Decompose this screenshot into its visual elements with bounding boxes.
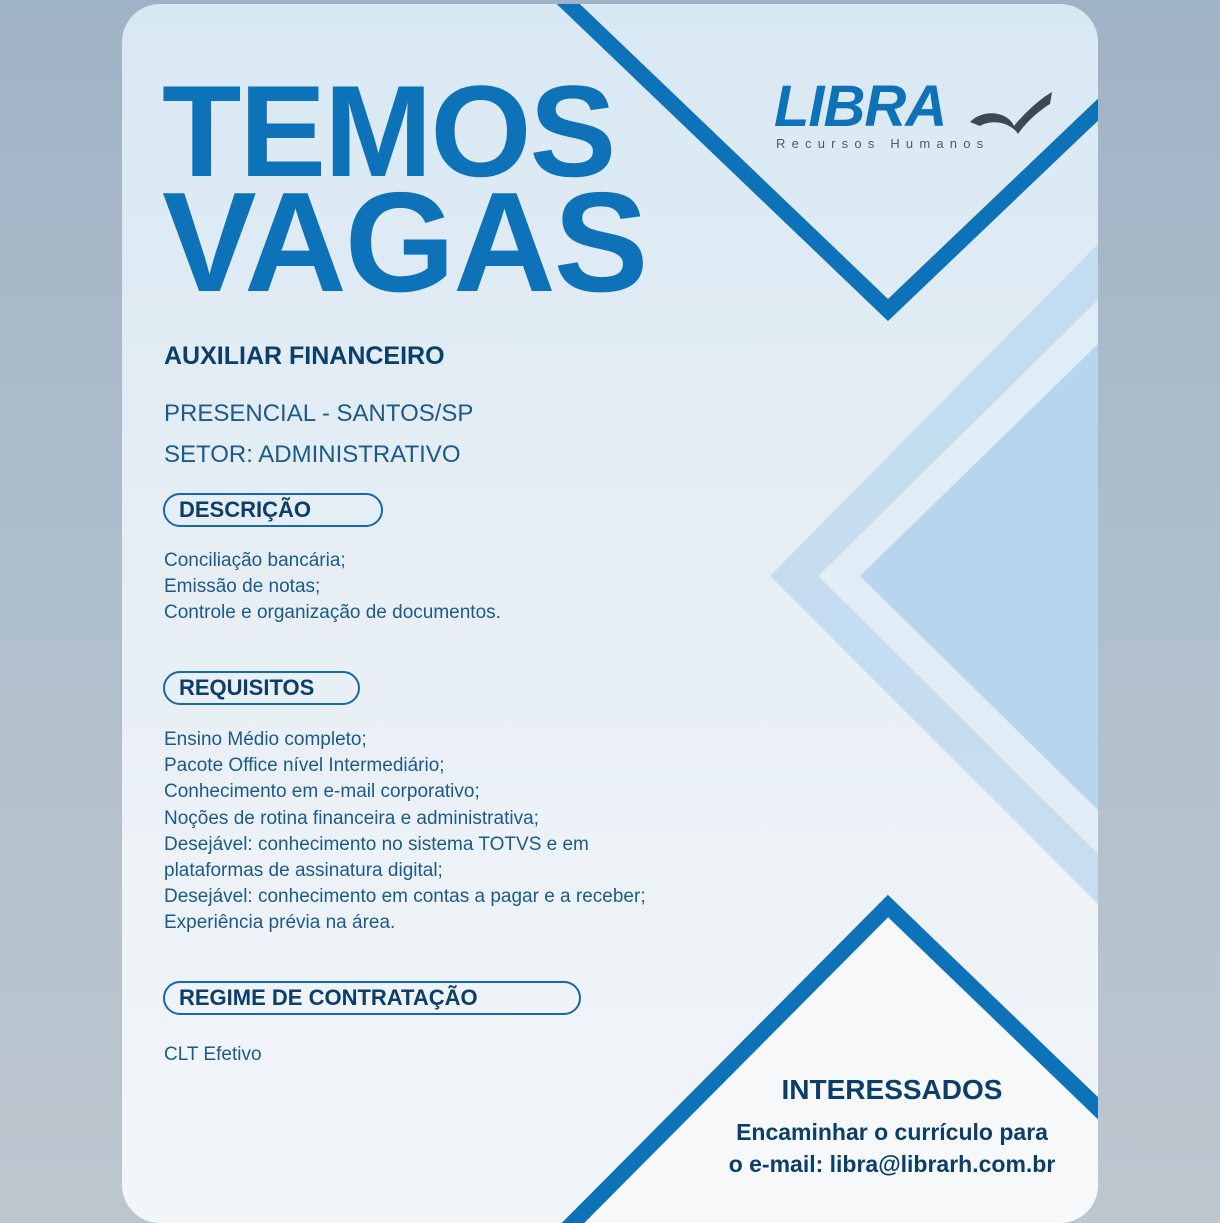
- requirements-list: [164, 727, 646, 937]
- contract-list: [164, 1042, 262, 1068]
- contact-heading: INTERESSADOS: [781, 1074, 1003, 1105]
- list-item: Noções de rotina financeira e administrativa;: [164, 807, 539, 829]
- job-title: AUXILIAR FINANCEIRO: [164, 342, 445, 370]
- company-logo: [772, 74, 1052, 158]
- list-item: Desejável: conhecimento em contas a pagar e a receber;: [164, 886, 646, 908]
- list-item: Ensino Médio completo;: [164, 729, 367, 750]
- description-heading: DESCRIÇÃO: [179, 497, 312, 522]
- contract-heading-pill: [163, 981, 581, 1015]
- job-modality: PRESENCIAL - SANTOS/SP: [164, 400, 474, 427]
- headline-line-1: TEMOS: [162, 58, 615, 204]
- requirements-heading-pill: [163, 671, 360, 705]
- list-item: Pacote Office nível Intermediário;: [164, 755, 445, 777]
- logo-swoosh-icon: [922, 82, 1052, 134]
- description-heading-pill: [163, 493, 383, 527]
- list-item: Emissão de notas;: [164, 576, 321, 598]
- list-item: Conhecimento em e-mail corporativo;: [164, 781, 480, 803]
- job-posting-card: [122, 4, 1098, 1223]
- contact-instruction: Encaminhar o currículo para: [736, 1119, 1048, 1145]
- description-list: [164, 548, 501, 627]
- list-item: Conciliação bancária;: [164, 550, 346, 571]
- contact-email: o e-mail: libra@librarh.com.br: [728, 1151, 1056, 1177]
- headline-line-2: VAGAS: [162, 163, 647, 322]
- list-item: Experiência prévia na área.: [164, 912, 396, 934]
- contract-heading: REGIME DE CONTRATAÇÃO: [179, 985, 478, 1010]
- list-item: CLT Efetivo: [164, 1044, 262, 1065]
- requirements-heading: REQUISITOS: [179, 675, 315, 700]
- logo-tagline: Recursos Humanos: [776, 136, 990, 151]
- job-sector: SETOR: ADMINISTRATIVO: [164, 441, 461, 468]
- list-item: Desejável: conhecimento no sistema TOTVS e em: [164, 833, 589, 855]
- list-item: Controle e organização de documentos.: [164, 602, 501, 624]
- logo-wordmark: LIBRA: [774, 74, 947, 139]
- list-item: plataformas de assinatura digital;: [164, 860, 443, 882]
